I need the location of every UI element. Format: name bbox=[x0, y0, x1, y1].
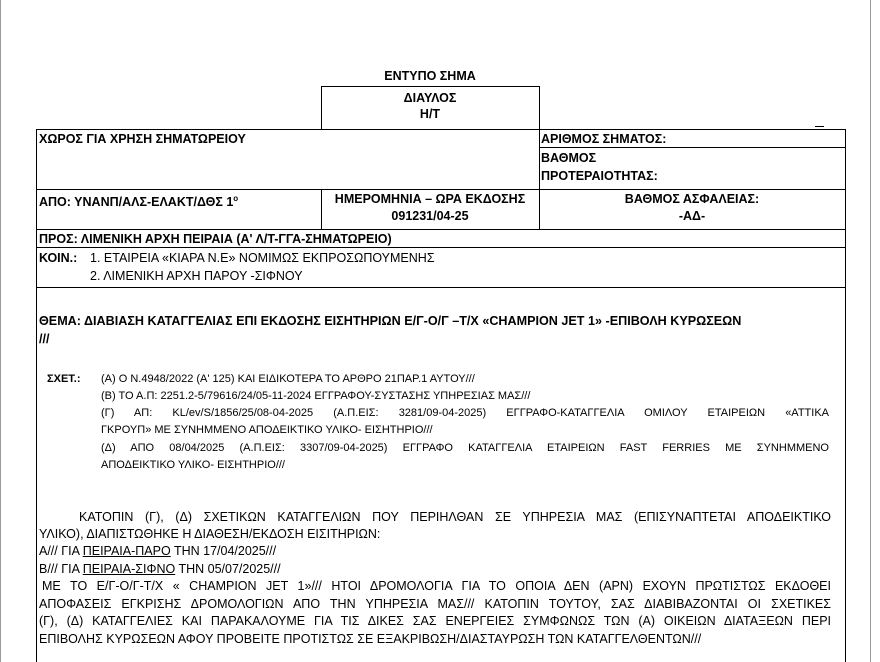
ref-c-line-1: (Γ) ΑΠ: KL/ev/S/1856/25/08-04-2025 (Α.Π.ΕΙΣ: 3281/09-04-2025) ΕΓΓΡΑΦΟ-ΚΑΤΑΓΓΕΛΙΑ ΟΜΙΛΟΥ ΕΤΑΙΡΕΙΩΝ «ΑΤΤΙΚΑ bbox=[101, 407, 829, 419]
channel-label: ΔΙΑΥΛΟΣ bbox=[403, 91, 457, 105]
grid-line-2 bbox=[539, 147, 846, 148]
datetime-label: ΗΜΕΡΟΜΗΝΙΑ – ΩΡΑ ΕΚΔΟΣΗΣ bbox=[334, 192, 526, 206]
ref-d-line-1: (Δ) ΑΠΟ 08/04/2025 (Α.Π.ΕΙΣ: 3307/09-04-2025) ΕΓΓΡΑΦΟ ΚΑΤΑΓΓΕΛΙΑ ΕΤΑΙΡΕΙΩΝ FAST FERRIES ΜΕ ΣΥΝΗΜΜΕΝΟ bbox=[101, 442, 829, 454]
from-text: ΑΠΟ: ΥΝΑΝΠ/ΑΛΣ-ΕΛΑΚΤ/ΔΘΣ 1 bbox=[39, 195, 234, 210]
route-line-b bbox=[39, 561, 281, 577]
route-a-name: ΠΕΙΡΑΙΑ-ΠΑΡΟ bbox=[82, 544, 171, 558]
security-value: -ΑΔ- bbox=[678, 209, 706, 223]
subject-line-2: /// bbox=[39, 332, 50, 346]
security-label: ΒΑΘΜΟΣ ΑΣΦΑΛΕΙΑΣ: bbox=[624, 192, 760, 206]
cc-label: ΚΟΙΝ.: bbox=[39, 251, 78, 265]
ref-d-line-2: ΑΠΟΔΕΙΚΤΙΚΟ ΥΛΙΚΟ- ΕΙΣΗΤΗΡΙΟ/// bbox=[101, 459, 285, 471]
paragraph-line-5: (Γ), (Δ) ΚΑΤΑΓΓΕΛΙΕΣ ΚΑΙ ΠΑΡΑΚΑΛΟΥΜΕ ΓΙΑ ΤΙΣ ΔΙΚΕΣ ΣΑΣ ΕΝΕΡΓΕΙΕΣ ΣΥΜΦΩΝΩΣ ΤΩΝ (Α) ΟΙΚΕΙΩΝ ΔΙΑΤΑΞΕΩΝ ΠΕΡΙ bbox=[39, 614, 831, 628]
ref-label: ΣΧΕΤ.: bbox=[47, 373, 81, 385]
page-right-edge bbox=[870, 0, 871, 662]
datetime-value: 091231/04-25 bbox=[391, 209, 469, 223]
ref-a: (Α) Ο Ν.4948/2022 (Α' 125) ΚΑΙ ΕΙΔΙΚΟΤΕΡΑ ΤΟ ΑΡΘΡΟ 21ΠΑΡ.1 ΑΥΤΟΥ/// bbox=[101, 373, 475, 385]
channel-value: Η/Τ bbox=[419, 107, 441, 121]
priority-label-2: ΠΡΟΤΕΡΑΙΟΤΗΤΑΣ: bbox=[541, 169, 658, 183]
route-b-name: ΠΕΙΡΑΙΑ-ΣΙΦΝΟ bbox=[82, 562, 176, 576]
route-b-date: ΤΗΝ 05/07/2025/// bbox=[175, 562, 281, 576]
paragraph-line-2: ΥΛΙΚΟ), ΔΙΑΠΙΣΤΩΘΗΚΕ Η ΔΙΑΘΕΣΗ/ΕΚΔΟΣΗ ΕΙΣΙΤΗΡΙΩΝ: bbox=[39, 527, 381, 541]
tick-mark bbox=[815, 126, 824, 127]
paragraph-line-3: ΜΕ ΤΟ Ε/Γ-Ο/Γ-Τ/Χ « CHAMPION JET 1»/// ΗΤΟΙ ΔΡΟΜΟΛΟΓΙΑ ΓΙΑ ΤΟ ΟΠΟΙΑ ΔΕΝ (ΑΡΝ) ΕΧΟΥΝ ΠΡΩΤΙΣΤΩΣ ΕΚΔΟΘΕΙ bbox=[42, 579, 831, 593]
header-box-top bbox=[321, 86, 539, 87]
grid-line-1 bbox=[36, 129, 846, 130]
paragraph-line-6: ΕΠΙΒΟΛΗΣ ΚΥΡΩΣΕΩΝ ΑΦΟΥ ΠΡΟΒΕΙΤΕ ΠΡΟΤΙΣΤΩΣ ΣΕ ΕΞΑΚΡΙΒΩΣΗ/ΔΙΑΣΤΑΥΡΩΣΗ ΤΩΝ ΚΑΤΑΓΓΕΛΘΕΝΤΩΝ/// bbox=[39, 632, 702, 646]
from-superscript: ο bbox=[233, 194, 239, 203]
subject-line-1: ΘΕΜΑ: ΔΙΑΒΙΑΣΗ ΚΑΤΑΓΓΕΛΙΑΣ ΕΠΙ ΕΚΔΟΣΗΣ ΕΙΣΗΤΗΡΙΩΝ Ε/Γ-Ο/Γ –Τ/Χ «CHAMPION JET 1» -ΕΠΙΒΟΛΗ ΚΥΡΩΣΕΩΝ bbox=[39, 314, 742, 328]
page-left-edge bbox=[0, 0, 1, 662]
station-use-label: ΧΩΡΟΣ ΓΙΑ ΧΡΗΣΗ ΣΗΜΑΤΩΡΕΙΟΥ bbox=[39, 132, 246, 146]
signal-number-label: ΑΡΙΘΜΟΣ ΣΗΜΑΤΟΣ: bbox=[541, 132, 667, 146]
priority-label-1: ΒΑΘΜΟΣ bbox=[541, 151, 597, 165]
cc-item-2: 2. ΛΙΜΕΝΙΚΗ ΑΡΧΗ ΠΑΡΟΥ -ΣΙΦΝΟΥ bbox=[90, 269, 303, 283]
header-box-left bbox=[321, 86, 322, 129]
route-a-prefix: Α/// ΓΙΑ bbox=[39, 544, 83, 558]
header-box-right bbox=[539, 86, 540, 129]
grid-right-border bbox=[845, 129, 846, 662]
to-line: ΠΡΟΣ: ΛΙΜΕΝΙΚΗ ΑΡΧΗ ΠΕΙΡΑΙΑ (Α' Λ/Τ-ΓΓΑ-ΣΗΜΑΤΩΡΕΙΟ) bbox=[39, 232, 392, 246]
grid-line-5 bbox=[36, 247, 846, 248]
paragraph-line-1: ΚΑΤΟΠΙΝ (Γ), (Δ) ΣΧΕΤΙΚΩΝ ΚΑΤΑΓΓΕΛΙΩΝ ΠΟΥ ΠΕΡΙΗΛΘΑΝ ΣΕ ΥΠΗΡΕΣΙΑ ΜΑΣ (ΕΠΙΣΥΝΑΠΤΕΤΑΙ ΑΠΟΔΕΙΚΤΙΚΟ bbox=[79, 510, 831, 524]
grid-left-border bbox=[36, 129, 37, 662]
cc-item-1: 1. ΕΤΑΙΡΕΙΑ «ΚΙΑΡΑ Ν.Ε» ΝΟΜΙΜΩΣ ΕΚΠΡΟΣΩΠΟΥΜΕΝΗΣ bbox=[90, 251, 435, 265]
route-a-date: ΤΗΝ 17/04/2025/// bbox=[170, 544, 277, 558]
route-line-a bbox=[39, 543, 276, 559]
grid-line-6 bbox=[36, 287, 846, 288]
grid-line-3 bbox=[36, 189, 846, 190]
from-line bbox=[39, 191, 238, 210]
form-title: ΕΝΤΥΠΟ ΣΗΜΑ bbox=[384, 69, 476, 83]
paragraph-line-4: ΑΠΟΦΑΣΕΙΣ ΕΓΚΡΙΣΗΣ ΔΡΟΜΟΛΟΓΙΩΝ ΑΠΟ ΤΗΝ ΥΠΗΡΕΣΙΑ ΜΑΣ/// ΚΑΤΟΠΙΝ ΤΟΥΤΟΥ, ΣΑΣ ΔΙΑΒΙΒΑΖΟΝΤΑΙ ΟΙ ΣΧΕΤΙΚΕΣ bbox=[39, 597, 831, 611]
ref-b: (Β) ΤΟ Α.Π: 2251.2-5/79616/24/05-11-2024 ΕΓΓΡΑΦΟΥ-ΣΥΣΤΑΣΗΣ ΥΠΗΡΕΣΙΑΣ ΜΑΣ/// bbox=[101, 390, 531, 402]
grid-line-4 bbox=[36, 229, 846, 230]
ref-c-line-2: ΓΚΡΟΥΠ» ΜΕ ΣΥΝΗΜΜΕΝΟ ΑΠΟΔΕΙΚΤΙΚΟ ΥΛΙΚΟ- ΕΙΣΗΤΗΡΙΟ/// bbox=[101, 424, 433, 436]
route-b-prefix: Β/// ΓΙΑ bbox=[39, 562, 83, 576]
